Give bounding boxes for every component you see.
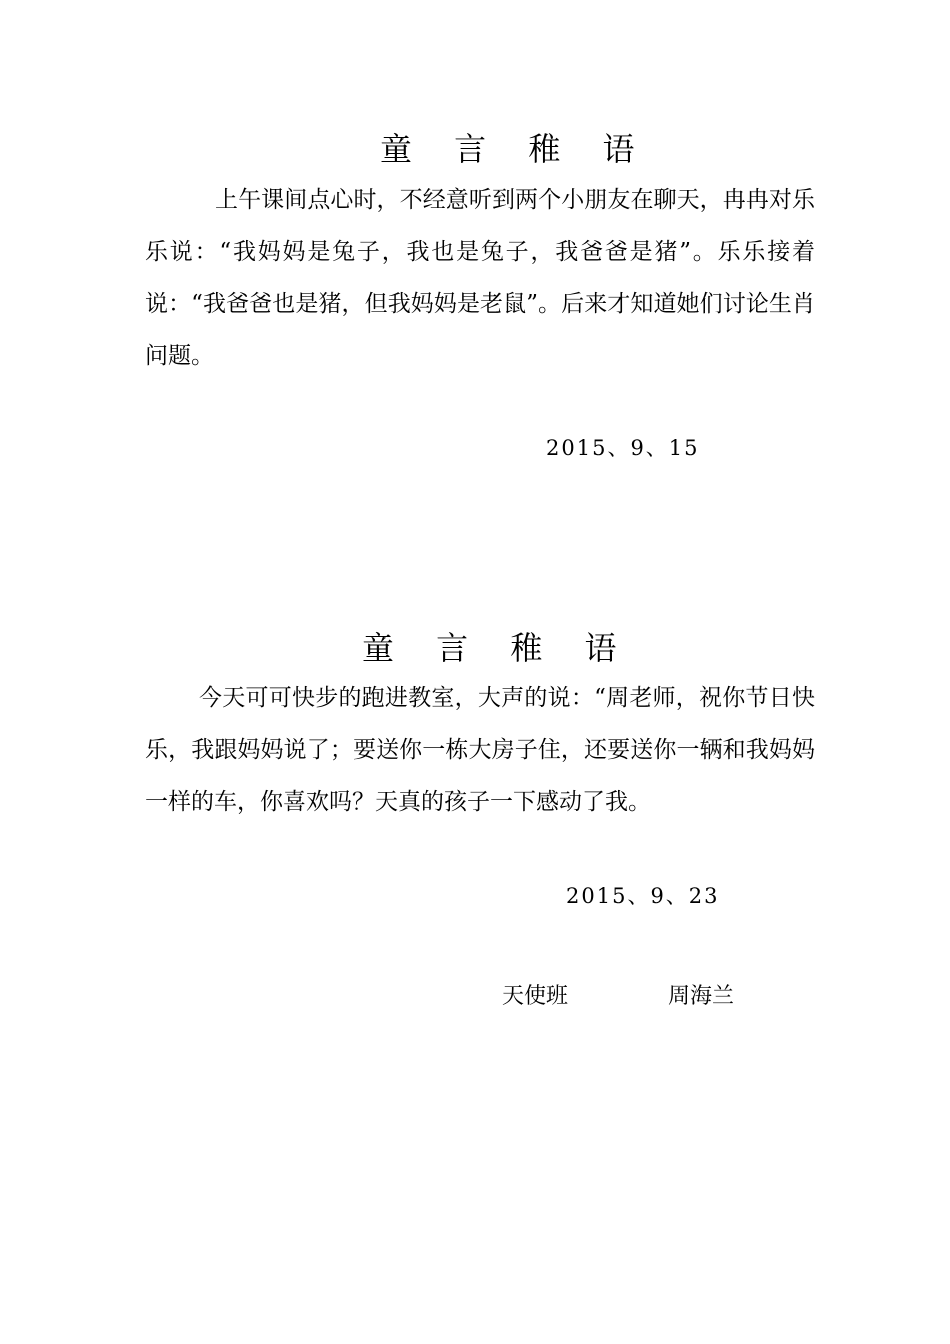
- entry-1-title: 童 言 稚 语: [380, 130, 651, 168]
- entry-2-body: 今天可可快步的跑进教室，大声的说：“周老师，祝你节日快乐，我跟妈妈说了；要送你一栋大房子住，还要送你一辆和我妈妈一样的车，你喜欢吗？天真的孩子一下感动了我。: [145, 685, 815, 815]
- entry-2-date: 2015、9、23: [566, 884, 720, 908]
- signature-class: 天使班: [502, 984, 569, 1009]
- entry-2-title: 童 言 稚 语: [362, 629, 633, 667]
- entry-1-date: 2015、9、15: [546, 436, 700, 460]
- entry-1-body: 上午课间点心时，不经意听到两个小朋友在聊天，冉冉对乐乐说：“我妈妈是兔子，我也是兔子，我爸爸是猪”。乐乐接着说：“我爸爸也是猪，但我妈妈是老鼠”。后来才知道她们讨论生肖问题。: [145, 187, 815, 369]
- signature-author: 周海兰: [668, 984, 735, 1009]
